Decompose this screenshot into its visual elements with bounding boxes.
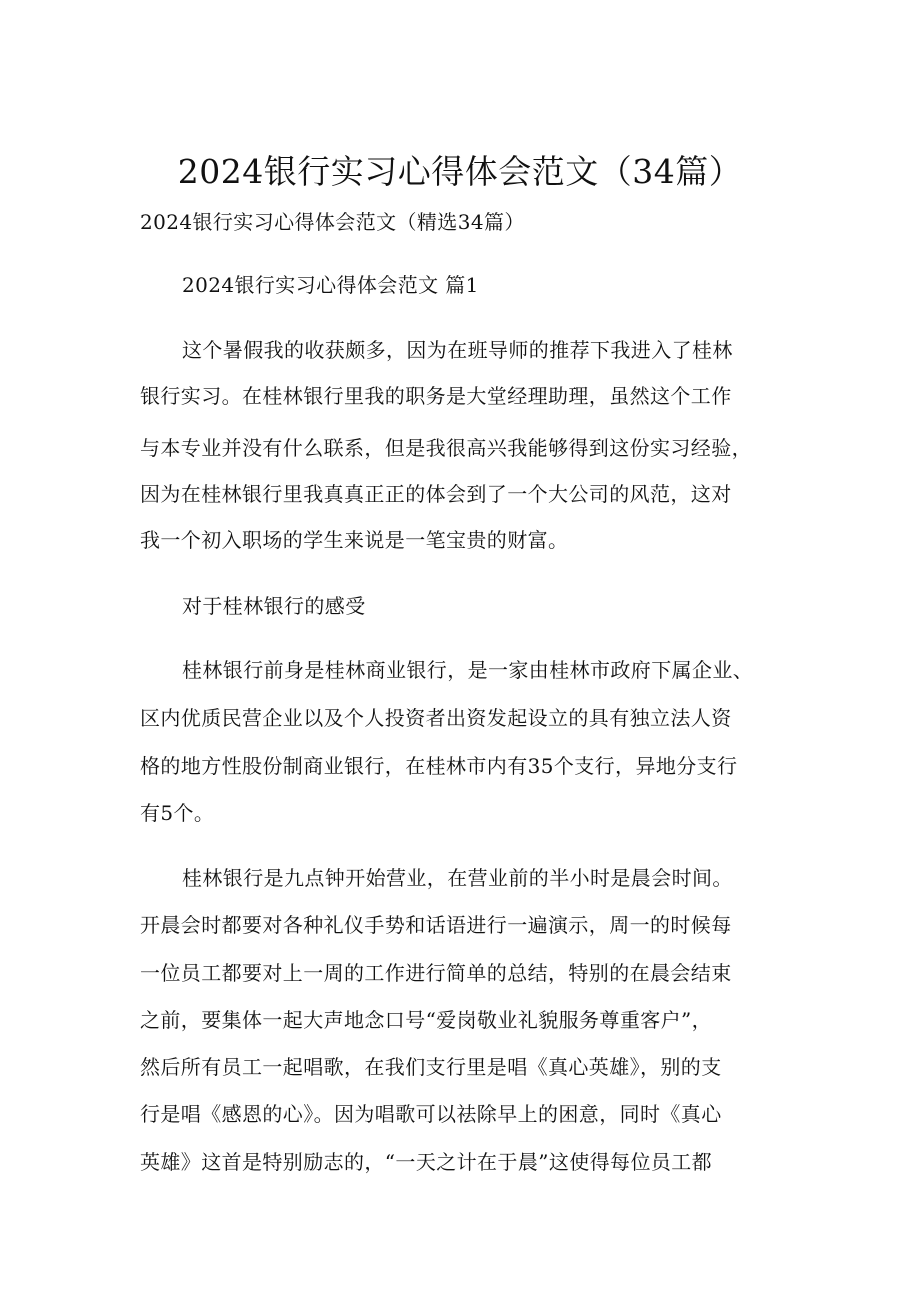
paragraph3-line6: 行是唱《感恩的心》。因为唱歌可以祛除早上的困意，同时《真心 <box>140 1102 722 1126</box>
paragraph1-line5: 我一个初入职场的学生来说是一笔宝贵的财富。 <box>140 528 569 552</box>
paragraph1-line3: 与本专业并没有什么联系，但是我很高兴我能够得到这份实习经验， <box>140 436 752 460</box>
section-heading: 2024银行实习心得体会范文 篇1 <box>182 273 479 297</box>
paragraph3-line3: 一位员工都要对上一周的工作进行简单的总结，特别的在晨会结束 <box>140 961 732 985</box>
paragraph3-line2: 开晨会时都要对各种礼仪手势和话语进行一遍演示，周一的时候每 <box>140 913 732 937</box>
paragraph2-line2: 区内优质民营企业以及个人投资者出资发起设立的具有独立法人资 <box>140 706 732 730</box>
document-title: 2024银行实习心得体会范文（34篇） <box>177 152 743 191</box>
paragraph2-line1: 桂林银行前身是桂林商业银行，是一家由桂林市政府下属企业、 <box>182 658 754 682</box>
paragraph1-line1: 这个暑假我的收获颇多，因为在班导师的推荐下我进入了桂林 <box>182 338 733 362</box>
paragraph3-line7: 英雄》这首是特别励志的，“一天之计在于晨”这使得每位员工都 <box>140 1150 713 1174</box>
paragraph3-line5: 然后所有员工一起唱歌，在我们支行里是唱《真心英雄》，别的支 <box>140 1055 722 1079</box>
paragraph1-line2: 银行实习。在桂林银行里我的职务是大堂经理助理，虽然这个工作 <box>140 384 732 408</box>
paragraph2-line4: 有5个。 <box>140 801 215 825</box>
paragraph3-line4: 之前，要集体一起大声地念口号“爱岗敬业礼貌服务尊重客户”， <box>140 1008 713 1032</box>
paragraph3-line1: 桂林银行是九点钟开始营业，在营业前的半小时是晨会时间。 <box>182 866 733 890</box>
paragraph2-line3: 格的地方性股份制商业银行，在桂林市内有35个支行，异地分支行 <box>140 754 738 778</box>
section-subheading: 对于桂林银行的感受 <box>182 594 366 618</box>
paragraph1-line4: 因为在桂林银行里我真真正正的体会到了一个大公司的风范，这对 <box>140 482 732 506</box>
document-subtitle: 2024银行实习心得体会范文（精选34篇） <box>140 210 525 234</box>
